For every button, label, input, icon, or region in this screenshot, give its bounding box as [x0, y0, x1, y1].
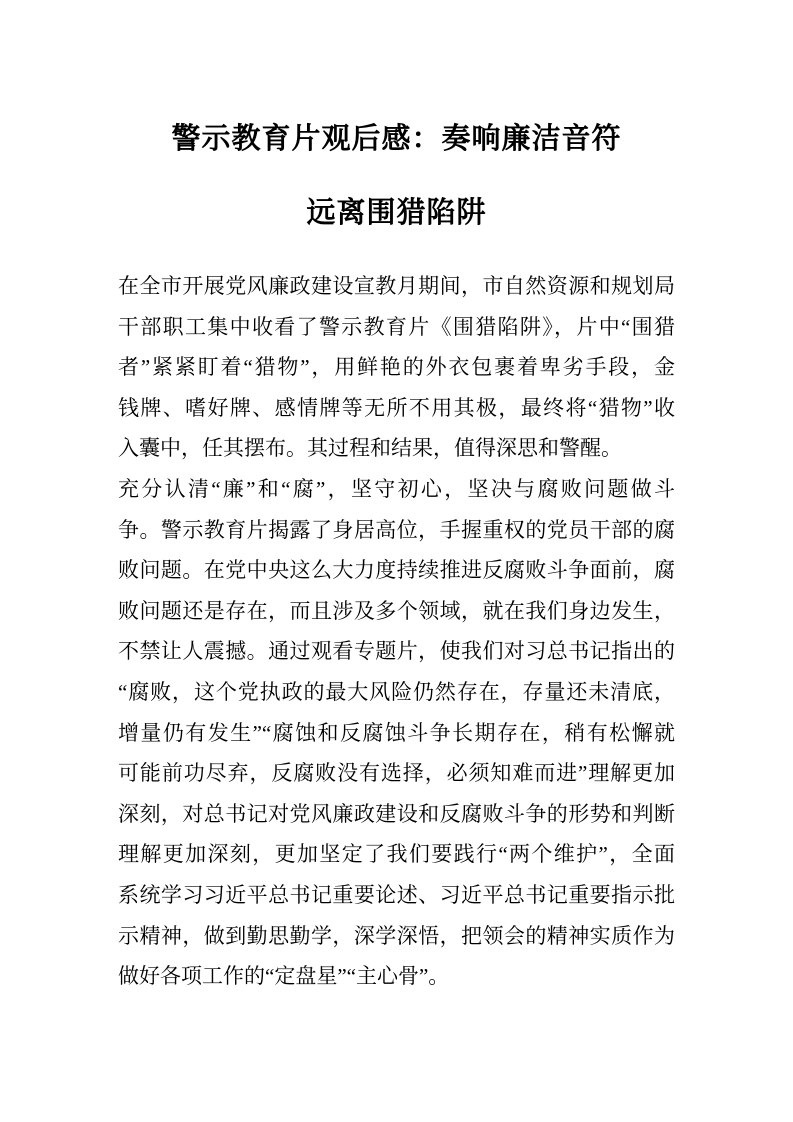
body-text-line: 系统学习习近平总书记重要论述、习近平总书记重要指示批: [118, 882, 675, 907]
body-text-line: 钱牌、嗜好牌、感情牌等无所不用其极，最终将“猎物”收: [118, 395, 675, 420]
body-text-line: 可能前功尽弃，反腐败没有选择，必须知难而进”理解更加: [118, 761, 675, 786]
document-title: [0, 121, 793, 269]
body-text-line: 深刻，对总书记对党风廉政建设和反腐败斗争的形势和判断: [118, 801, 675, 826]
body-text-line: 在全市开展党风廉政建设宣教月期间，市自然资源和规划局: [118, 274, 675, 298]
paragraph-2: [118, 469, 675, 997]
body-text-line: 充分认清“廉”和“腐”，坚守初心，坚决与腐败问题做斗: [118, 476, 675, 501]
body-text-line: 干部职工集中收看了警示教育片《围猎陷阱》，片中“围猎: [118, 314, 675, 339]
document-title-line-1: 警示教育片观后感：奏响廉洁音符: [171, 123, 622, 155]
document-body: [118, 266, 675, 997]
body-text-line: “腐败，这个党执政的最大风险仍然存在，存量还未清底，: [118, 679, 675, 704]
body-text-line: 不禁让人震撼。通过观看专题片，使我们对习总书记指出的: [118, 639, 675, 664]
body-text-line: 入囊中，任其摆布。其过程和结果，值得深思和警醒。: [118, 436, 622, 461]
paragraph-1: [118, 266, 675, 469]
body-text-line: 者”紧紧盯着“猎物”，用鲜艳的外衣包裹着卑劣手段，金: [118, 355, 675, 380]
document-title-line-2: 远离围猎陷阱: [306, 197, 487, 229]
body-text-line: 增量仍有发生”“腐蚀和反腐蚀斗争长期存在，稍有松懈就: [118, 720, 675, 745]
body-text-line: 败问题。在党中央这么大力度持续推进反腐败斗争面前，腐: [118, 558, 675, 583]
body-text-line: 争。警示教育片揭露了身居高位，手握重权的党员干部的腐: [118, 517, 675, 542]
body-text-line: 示精神，做到勤思勤学，深学深悟，把领会的精神实质作为: [118, 923, 675, 948]
body-text-line: 做好各项工作的“定盘星”“主心骨”。: [118, 964, 450, 989]
body-text-line: 理解更加深刻，更加坚定了我们要践行“两个维护”，全面: [118, 842, 675, 867]
body-text-line: 败问题还是存在，而且涉及多个领域，就在我们身边发生，: [118, 598, 675, 623]
